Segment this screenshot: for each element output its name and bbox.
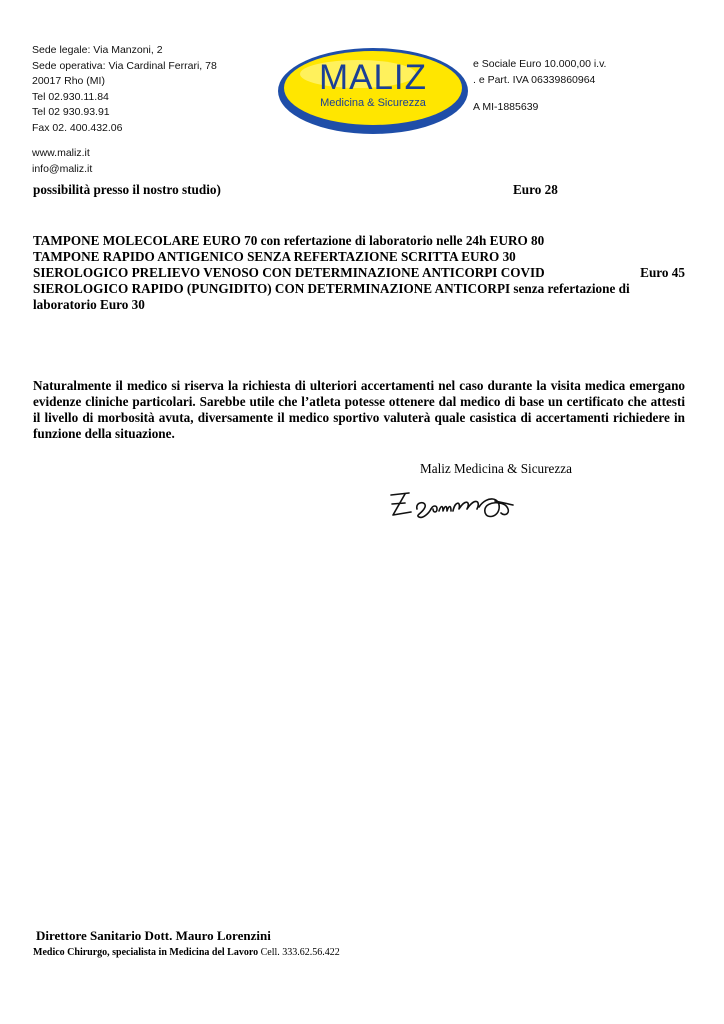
director-details bbox=[33, 947, 340, 958]
logo-tagline: Medicina & Sicurezza bbox=[320, 97, 426, 109]
header-website-link[interactable]: www.maliz.it bbox=[32, 147, 90, 159]
medical-note-paragraph: Naturalmente il medico si riserva la richiesta di ulteriori accertamenti nel caso durante la visita medica emergano evidenze cliniche particolari. Sarebbe utile che l’atleta potesse ottenere dal medico di base un certificato che attesti il livello di morbosità avuta, diversamente il medico sportivo valuterà quale casistica di accertamenti richiedere in funzione della situazione. bbox=[33, 378, 685, 441]
price-item-serologico-rapido: SIEROLOGICO RAPIDO (PUNGIDITO) CON DETERMINAZIONE ANTICORPI senza refertazione di laboratorio Euro 30 bbox=[33, 281, 630, 312]
header-rea-number: A MI-1885639 bbox=[473, 101, 539, 113]
director-cell: Cell. 333.62.56.422 bbox=[260, 947, 340, 958]
studio-price-line bbox=[33, 182, 573, 198]
price-list bbox=[33, 233, 685, 313]
header-phone-2: Tel 02 930.93.91 bbox=[32, 106, 110, 118]
header-phone-1: Tel 02.930.11.84 bbox=[32, 90, 109, 103]
price-item-antigenico: TAMPONE RAPIDO ANTIGENICO SENZA REFERTAZIONE SCRITTA EURO 30 bbox=[33, 249, 516, 264]
serologico-venoso-label: SIEROLOGICO PRELIEVO VENOSO CON DETERMINAZIONE ANTICORPI COVID bbox=[33, 265, 545, 280]
price-item-serologico-venoso bbox=[33, 265, 685, 281]
header-vat-number: . e Part. IVA 06339860964 bbox=[473, 73, 596, 86]
header-address-legal: Sede legale: Via Manzoni, 2 bbox=[32, 44, 163, 56]
header-fax: Fax 02. 400.432.06 bbox=[32, 121, 123, 134]
header-contact-block bbox=[32, 43, 217, 177]
studio-price-value: Euro 28 bbox=[513, 182, 558, 197]
price-item-molecolare: TAMPONE MOLECOLARE EURO 70 con refertazione di laboratorio nelle 24h EURO 80 bbox=[33, 233, 545, 248]
header-city: 20017 Rho (MI) bbox=[32, 75, 105, 87]
logo-brand: MALIZ bbox=[318, 58, 428, 97]
director-specialty: Medico Chirurgo, specialista in Medicina del Lavoro bbox=[33, 947, 259, 958]
studio-price-label: possibilità presso il nostro studio) bbox=[33, 182, 221, 197]
company-signature-name: Maliz Medicina & Sicurezza bbox=[420, 461, 572, 476]
director-name: Direttore Sanitario Dott. Mauro Lorenzini bbox=[36, 928, 271, 943]
serologico-venoso-price: Euro 45 bbox=[640, 265, 685, 280]
header-email-link[interactable]: info@maliz.it bbox=[32, 162, 93, 175]
header-share-capital: e Sociale Euro 10.000,00 i.v. bbox=[473, 58, 607, 70]
maliz-logo bbox=[276, 46, 470, 136]
handwritten-signature-icon bbox=[383, 487, 531, 523]
header-address-operational: Sede operativa: Via Cardinal Ferrari, 78 bbox=[32, 59, 217, 72]
header-company-info bbox=[473, 57, 606, 116]
